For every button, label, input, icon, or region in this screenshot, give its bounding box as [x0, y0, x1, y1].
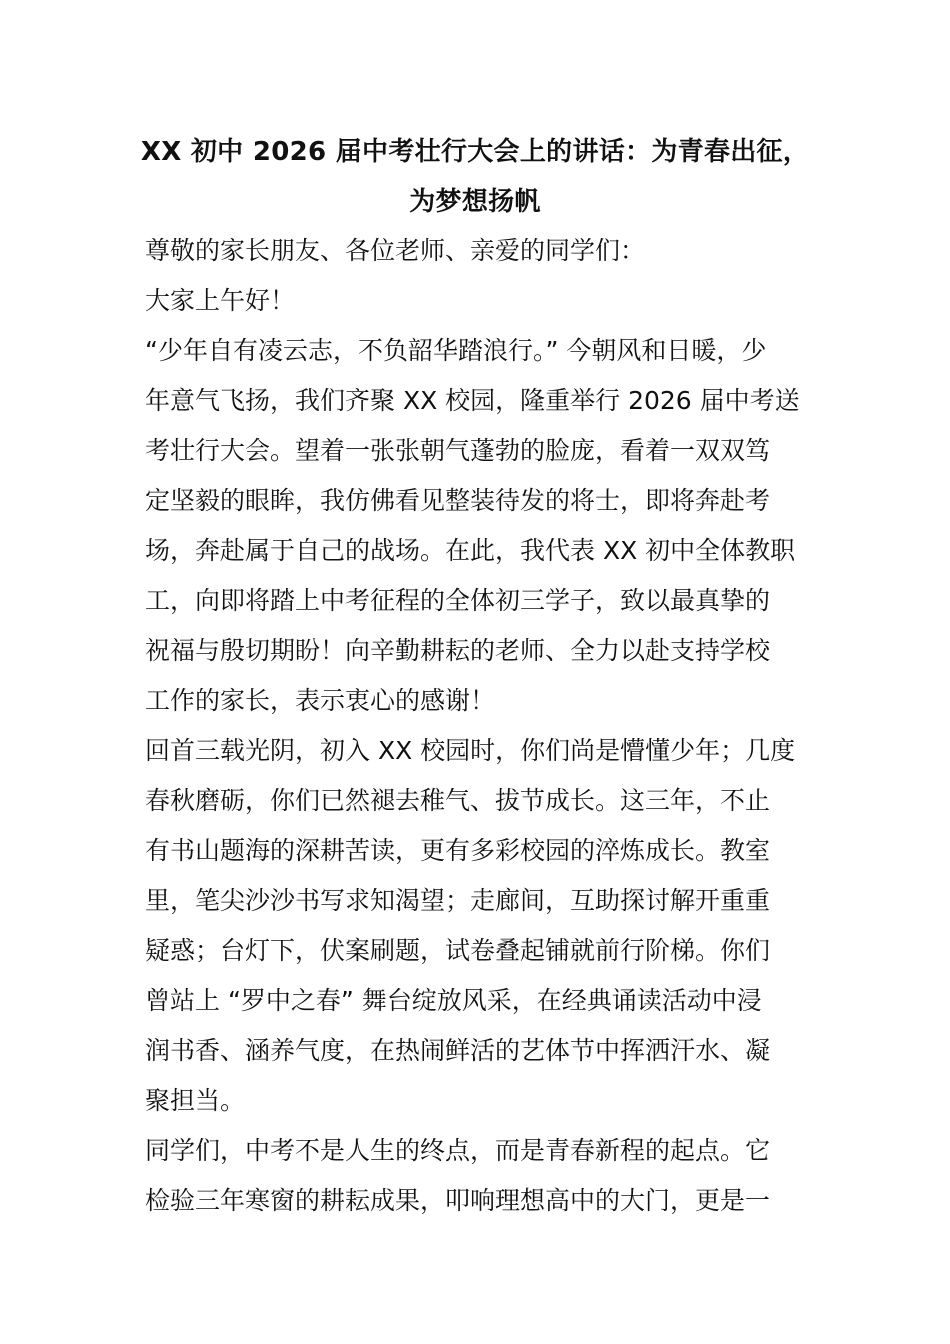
title-line-2: 为梦想扬帆: [409, 187, 541, 217]
text-line: 定坚毅的眼眸，我仿佛看见整装待发的将士，即将奔赴考: [145, 486, 771, 515]
text-line: 工，向即将踏上中考征程的全体初三学子，致以最真挚的: [145, 586, 771, 615]
text-line: “少年自有凌云志，不负韶华踏浪行。” 今朝风和日暖，少: [145, 336, 767, 365]
text-line: 工作的家长，表示衷心的感谢！: [145, 686, 496, 715]
salutation: 尊敬的家长朋友、各位老师、亲爱的同学们：: [145, 236, 646, 265]
text-line: 祝福与殷切期盼！向辛勤耕耘的老师、全力以赴支持学校: [145, 636, 771, 665]
text-line: 疑惑；台灯下，伏案刷题，试卷叠起铺就前行阶梯。你们: [145, 936, 771, 965]
title-line-1: XX 初中 2026 届中考壮行大会上的讲话：为青春出征，: [140, 137, 810, 167]
text-line: 检验三年寒窗的耕耘成果，叩响理想高中的大门，更是一: [145, 1186, 771, 1215]
text-line: 考壮行大会。望着一张张朝气蓬勃的脸庞，看着一双双笃: [145, 436, 771, 465]
text-line: 里，笔尖沙沙书写求知渴望；走廊间，互助探讨解开重重: [145, 886, 771, 915]
document-body: [145, 226, 815, 1226]
text-line: 曾站上 “罗中之春” 舞台绽放风采，在经典诵读活动中浸: [145, 986, 762, 1015]
document-title: [120, 127, 830, 227]
text-line: 聚担当。: [145, 1086, 246, 1115]
text-line: 同学们，中考不是人生的终点，而是青春新程的起点。它: [145, 1136, 771, 1165]
text-line: 润书香、涵养气度，在热闹鲜活的艺体节中挥洒汗水、凝: [145, 1036, 771, 1065]
text-line: 回首三载光阴，初入 XX 校园时，你们尚是懵懂少年；几度: [145, 736, 796, 765]
greeting: 大家上午好！: [145, 286, 296, 315]
text-line: 年意气飞扬，我们齐聚 XX 校园，隆重举行 2026 届中考送: [145, 386, 800, 415]
text-line: 场，奔赴属于自己的战场。在此，我代表 XX 初中全体教职: [145, 536, 796, 565]
text-line: 春秋磨砺，你们已然褪去稚气、拔节成长。这三年，不止: [145, 786, 771, 815]
text-line: 有书山题海的深耕苦读，更有多彩校园的淬炼成长。教室: [145, 836, 771, 865]
